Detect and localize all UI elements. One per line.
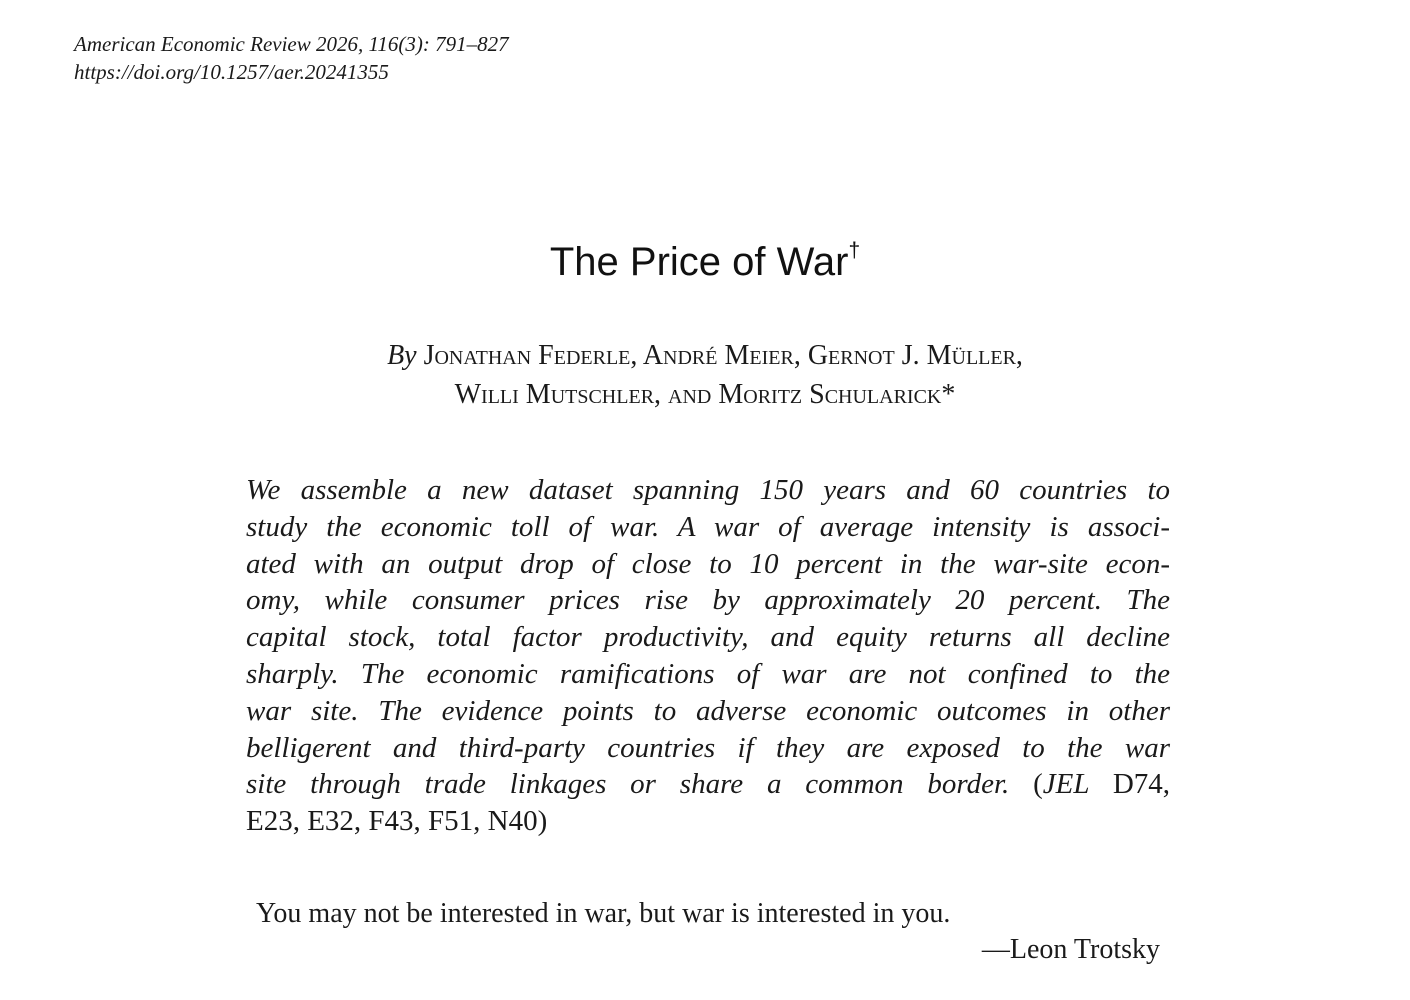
by-label: By	[387, 340, 417, 371]
abstract-line: omy, while consumer prices rise by approximately 20 percent. The	[246, 584, 1170, 617]
author-line-1	[0, 336, 1410, 375]
author-list	[0, 336, 1410, 414]
abstract-line: war site. The evidence points to adverse economic outcomes in other	[246, 694, 1170, 727]
epigraph-quote: You may not be interested in war, but war is interested in you.	[256, 898, 951, 929]
jel-codes-start: D74,	[1112, 768, 1171, 801]
jel-codes-end: E23, E32, F43, F51, N40)	[246, 805, 548, 838]
paper-title	[0, 236, 1410, 288]
abstract-line: capital stock, total factor productivity, and equity returns all decline	[246, 621, 1170, 654]
author-line-2: Willi Mutschler, and Moritz Schularick*	[454, 379, 956, 410]
paper-title-text: The Price of War	[549, 240, 849, 284]
journal-header	[74, 30, 509, 86]
title-footnote-mark[interactable]: †	[848, 238, 861, 262]
epigraph-attribution: —Leon Trotsky	[981, 934, 1160, 965]
epigraph	[256, 896, 1160, 968]
journal-citation: American Economic Review 2026, 116(3): 791–827	[74, 32, 509, 56]
doi-link[interactable]: https://doi.org/10.1257/aer.20241355	[74, 60, 389, 84]
abstract-line: belligerent and third-party countries if they are exposed to the war	[246, 731, 1170, 764]
author-names-1: Jonathan Federle, André Meier, Gernot J. Müller,	[423, 340, 1023, 371]
abstract-line: We assemble a new dataset spanning 150 years and 60 countries to	[246, 474, 1170, 506]
abstract	[246, 472, 1170, 840]
abstract-line: sharply. The economic ramifications of war are not confined to the	[246, 657, 1170, 690]
jel-open-paren: (	[1033, 768, 1043, 801]
jel-label: JEL	[1042, 768, 1089, 801]
abstract-line-9-text: site through trade linkages or share a common border.	[246, 768, 1010, 801]
abstract-line: study the economic toll of war. A war of average intensity is associ-	[246, 510, 1170, 543]
abstract-line-jel	[246, 766, 1170, 803]
abstract-line: ated with an output drop of close to 10 percent in the war-site econ-	[246, 547, 1170, 580]
